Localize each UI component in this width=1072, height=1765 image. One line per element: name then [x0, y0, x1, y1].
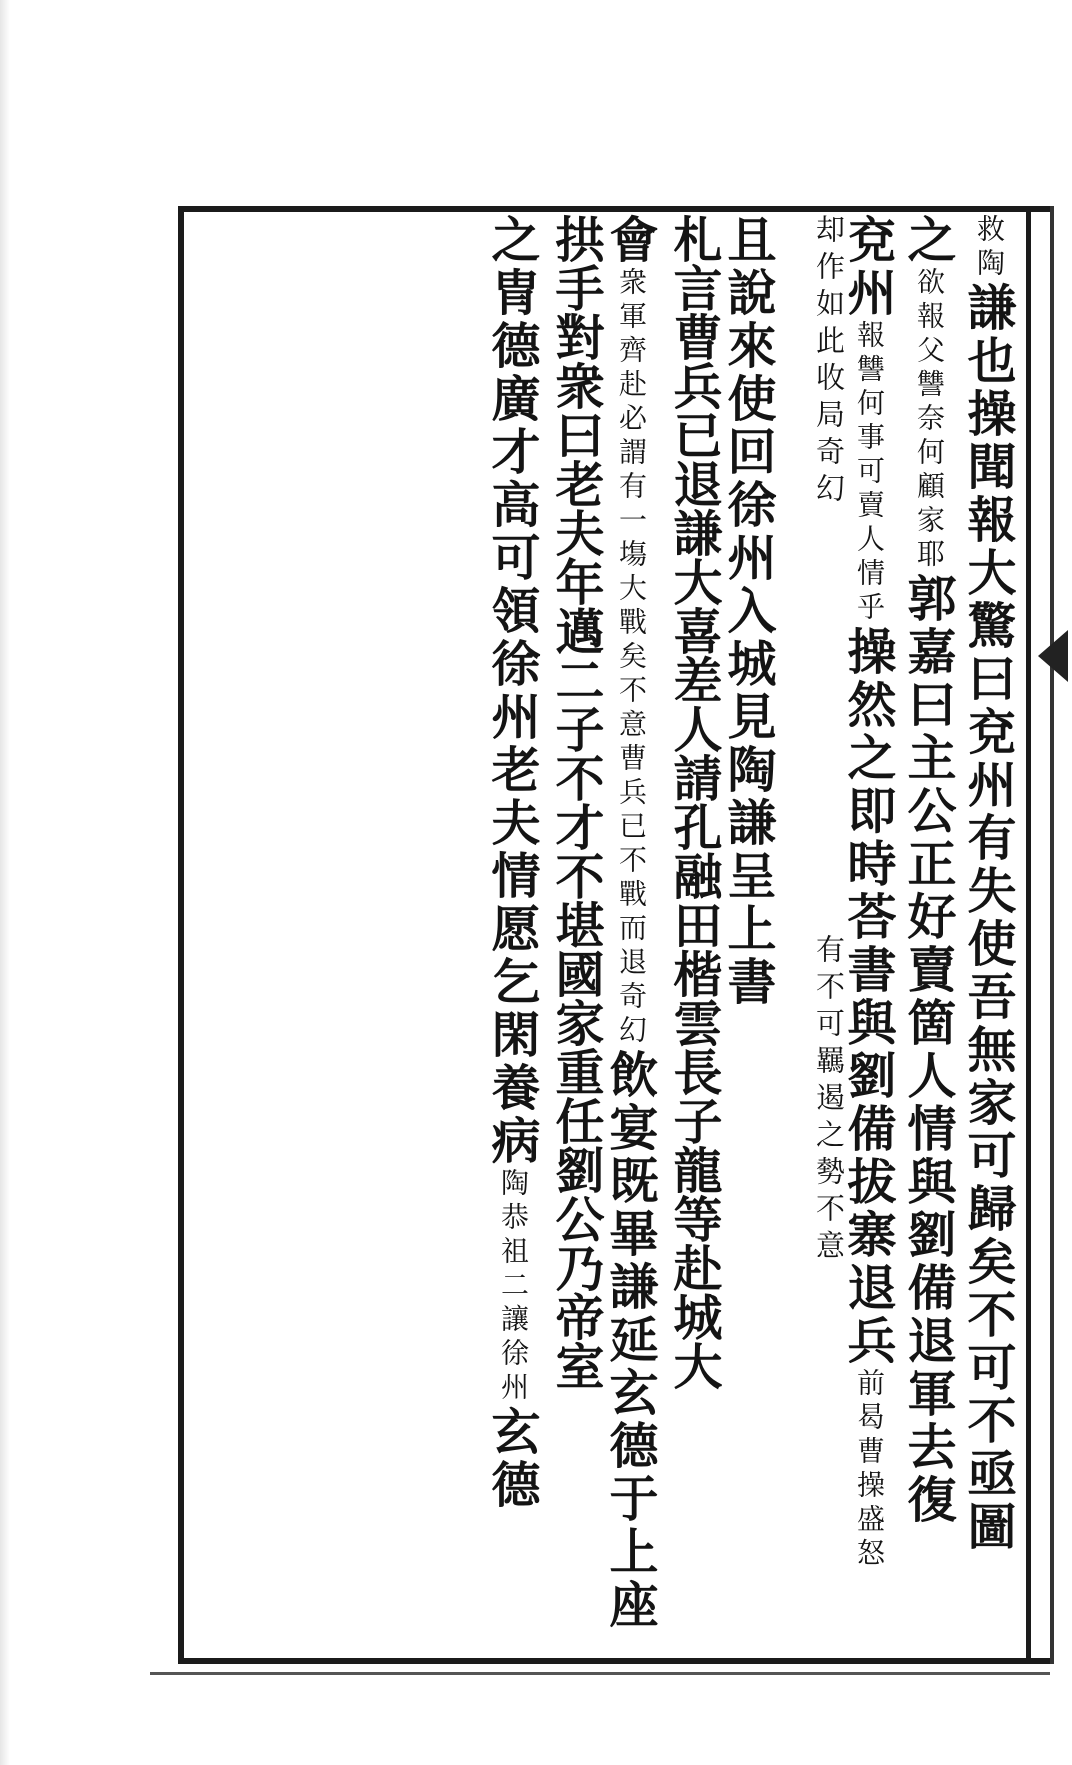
- bottom-rule: [150, 1672, 1050, 1675]
- commentary-text: 欲報父讐奈何顧家耶: [913, 267, 946, 573]
- main-text: 謙也操聞報大驚曰兗州有失使吾無家可歸矣不可不亟圖: [960, 282, 1018, 1554]
- commentary-text: 前曷曹操盛怒: [853, 1368, 886, 1572]
- main-text: 玄德: [484, 1406, 542, 1512]
- main-text: 且說來使回徐州入城見陶謙呈上書: [720, 214, 778, 1009]
- outer-border-rule: [1050, 206, 1054, 1664]
- vertical-text-block: [188, 214, 1024, 1654]
- text-column-6: 札言曹兵已退謙大喜差人請孔融田楷雲長子龍等赴城大: [666, 214, 724, 1390]
- text-column-1: [960, 214, 1024, 1654]
- text-column-9: [484, 214, 548, 1654]
- main-text: 兗州: [840, 214, 898, 320]
- main-text: 之: [900, 214, 958, 267]
- main-text: 飲宴既畢謙延玄德于上座: [602, 1049, 660, 1632]
- main-text: 會: [602, 214, 660, 267]
- commentary-text: 報讐何事可賣人情乎: [853, 320, 886, 626]
- page-edge: [0, 0, 10, 1765]
- main-text: 郭嘉曰主公正好賣箇人情與劉備退軍去復: [900, 573, 958, 1527]
- text-column-5: [720, 214, 784, 1654]
- commentary-text: 救陶: [973, 214, 1006, 282]
- commentary-line: 有不可羈遏之勢不意: [812, 934, 846, 1267]
- commentary-text: 陶恭祖二讓徐州: [497, 1168, 530, 1406]
- text-column-7: [602, 214, 666, 1654]
- text-column-8: 拱手對衆曰老夫年邁二子不才不堪國家重任劉公乃帝室: [548, 214, 606, 1390]
- commentary-text: 衆軍齊赴必謂有一塲大戰矣不意曹兵已不戰而退奇幻: [615, 267, 648, 1049]
- fold-marker-icon: [1038, 630, 1068, 682]
- main-text: 操然之即時荅書與劉備拔寨退兵: [840, 626, 898, 1368]
- commentary-line: 却作如此收局奇幻: [812, 214, 846, 510]
- inner-border-rule: [1026, 206, 1031, 1664]
- main-text: 之冑德廣才高可領徐州老夫情愿乞閑養病: [484, 214, 542, 1168]
